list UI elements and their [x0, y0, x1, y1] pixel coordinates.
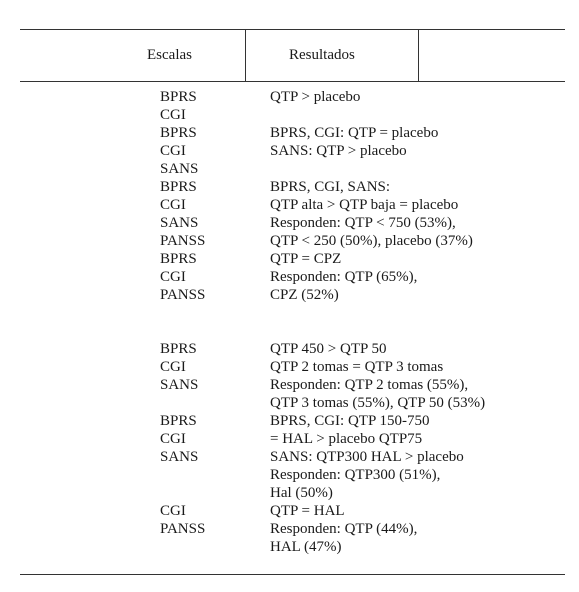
resultado-cell: CPZ (52%)	[270, 287, 339, 303]
resultado-cell: Responden: QTP (44%),	[270, 521, 418, 537]
escala-cell: CGI	[160, 197, 186, 213]
header-divider-1	[245, 29, 246, 81]
escala-cell: BPRS	[160, 413, 197, 429]
escala-cell: BPRS	[160, 179, 197, 195]
resultado-cell: QTP alta > QTP baja = placebo	[270, 197, 459, 213]
resultado-cell: = HAL > placebo QTP75	[270, 431, 423, 447]
escalas-column	[160, 88, 205, 556]
resultado-cell: QTP > placebo	[270, 89, 361, 105]
resultado-cell: BPRS, CGI: QTP 150-750	[270, 413, 430, 429]
escala-cell: BPRS	[160, 251, 197, 267]
escala-cell	[160, 394, 205, 412]
resultado-cell: QTP 450 > QTP 50	[270, 341, 387, 357]
escala-cell: CGI	[160, 431, 186, 447]
escala-cell	[160, 466, 205, 484]
escala-cell: PANSS	[160, 233, 206, 249]
resultado-cell: QTP = HAL	[270, 503, 345, 519]
resultado-cell: QTP = CPZ	[270, 251, 342, 267]
escala-cell: BPRS	[160, 341, 197, 357]
header-divider-2	[418, 29, 419, 81]
resultado-cell: Hal (50%)	[270, 485, 333, 501]
table-bottom-rule	[20, 574, 565, 575]
escala-cell: CGI	[160, 503, 186, 519]
resultado-cell: Responden: QTP300 (51%),	[270, 467, 441, 483]
resultado-cell: HAL (47%)	[270, 539, 342, 555]
resultado-cell: Responden: QTP < 750 (53%),	[270, 215, 456, 231]
table-top-rule	[20, 29, 565, 30]
resultado-cell: QTP < 250 (50%), placebo (37%)	[270, 233, 473, 249]
header-bottom-rule	[20, 81, 565, 82]
resultado-cell: BPRS, CGI, SANS:	[270, 179, 391, 195]
escala-cell: PANSS	[160, 521, 206, 537]
escala-cell: CGI	[160, 107, 186, 123]
resultado-cell: QTP 2 tomas = QTP 3 tomas	[270, 359, 444, 375]
escala-cell: SANS	[160, 377, 199, 393]
resultado-cell: BPRS, CGI: QTP = placebo	[270, 125, 439, 141]
escala-cell: SANS	[160, 161, 199, 177]
group-gap	[160, 304, 205, 340]
escala-cell: CGI	[160, 269, 186, 285]
resultado-cell	[270, 106, 485, 124]
resultado-cell: Responden: QTP (65%),	[270, 269, 418, 285]
resultado-cell	[270, 160, 485, 178]
group-gap	[270, 304, 485, 340]
resultados-column	[270, 88, 485, 556]
escala-cell	[160, 538, 205, 556]
resultado-cell: SANS: QTP300 HAL > placebo	[270, 449, 464, 465]
resultado-cell: QTP 3 tomas (55%), QTP 50 (53%)	[270, 395, 486, 411]
header-escalas: Escalas	[147, 47, 192, 63]
escala-cell: BPRS	[160, 89, 197, 105]
escala-cell: SANS	[160, 449, 199, 465]
escala-cell: PANSS	[160, 287, 206, 303]
escala-cell	[160, 484, 205, 502]
resultado-cell: Responden: QTP 2 tomas (55%),	[270, 377, 469, 393]
escala-cell: SANS	[160, 215, 199, 231]
escala-cell: CGI	[160, 359, 186, 375]
escala-cell: CGI	[160, 143, 186, 159]
header-resultados: Resultados	[289, 47, 355, 63]
resultado-cell: SANS: QTP > placebo	[270, 143, 407, 159]
escala-cell: BPRS	[160, 125, 197, 141]
